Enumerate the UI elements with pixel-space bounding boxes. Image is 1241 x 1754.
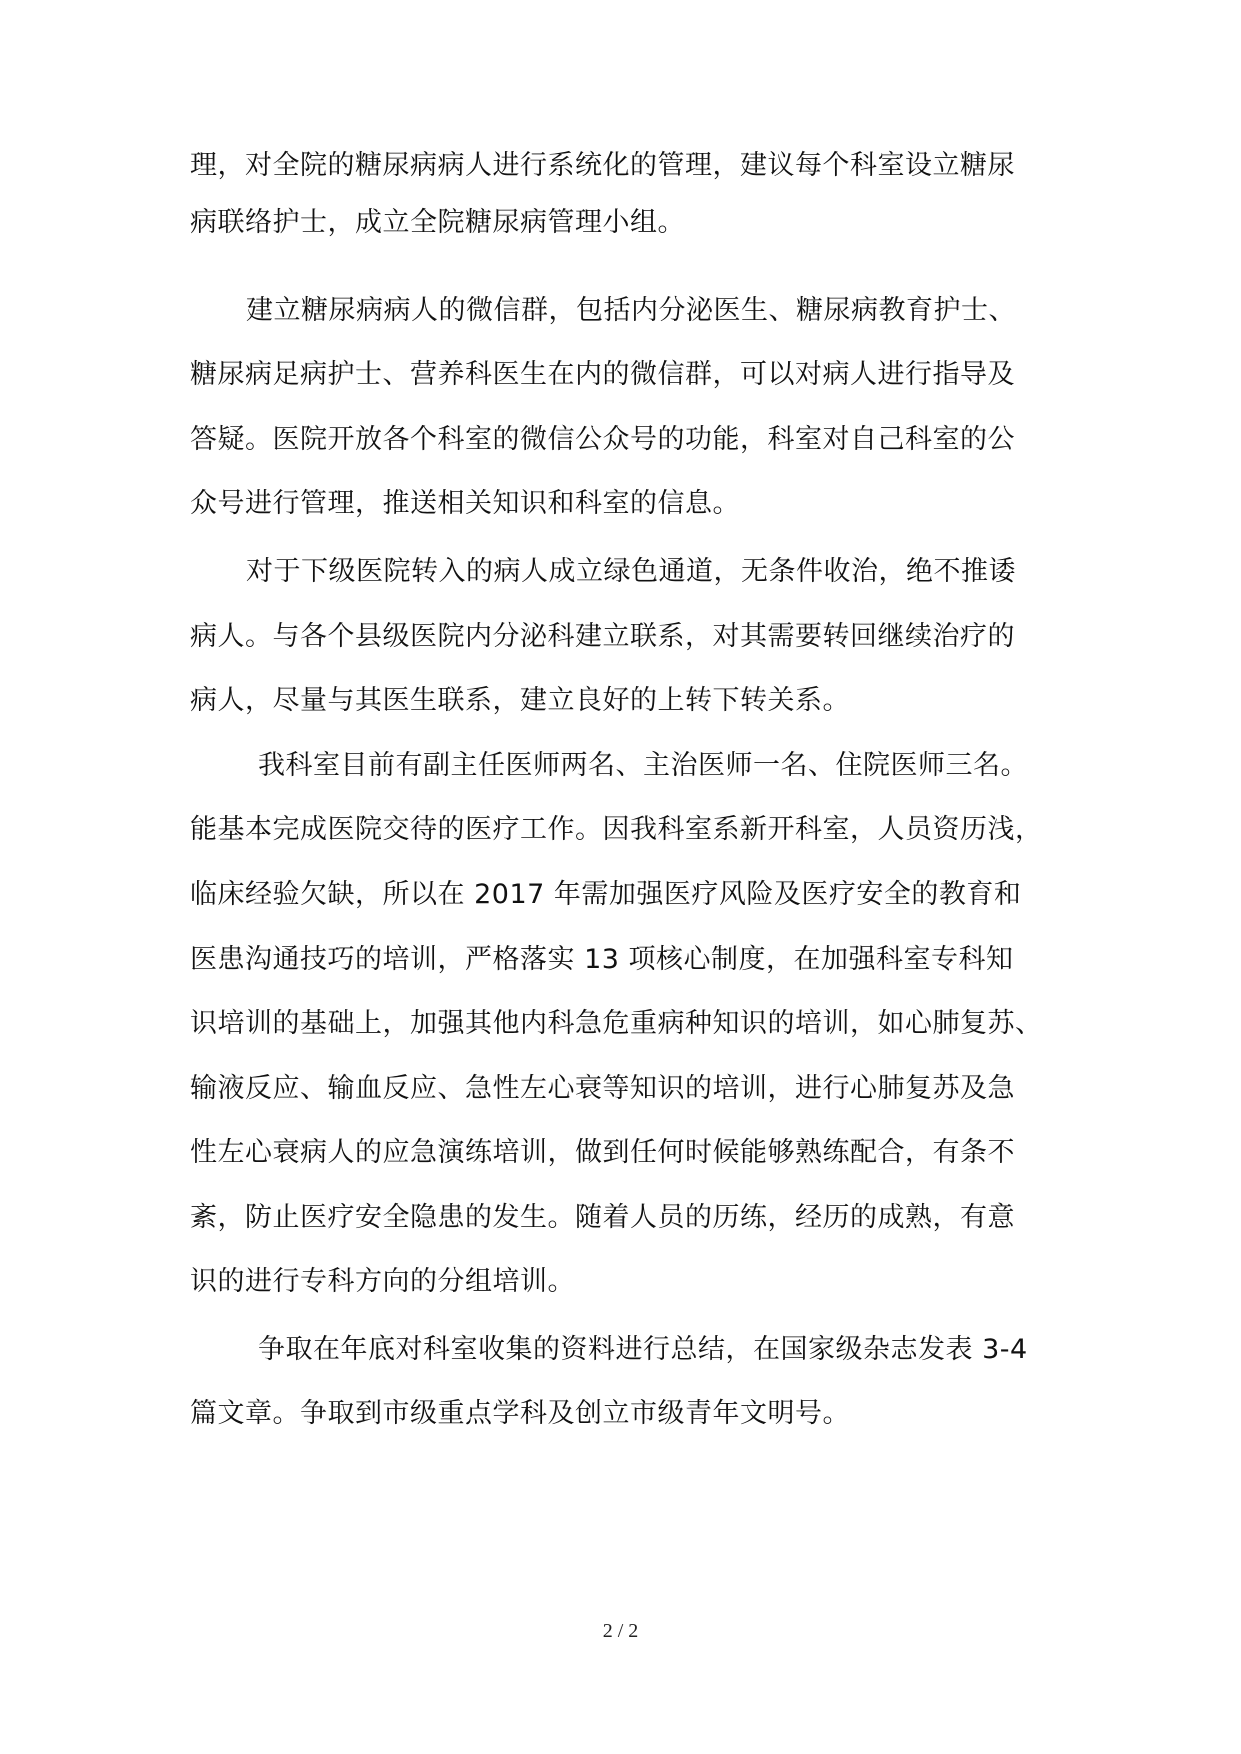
text-line: 病联络护士，成立全院糖尿病管理小组。 xyxy=(190,207,685,238)
text-line: 输液反应、输血反应、急性左心衰等知识的培训，进行心肺复苏及急 xyxy=(190,1073,1015,1104)
text-line: 医患沟通技巧的培训，严格落实 13 项核心制度，在加强科室专科知 xyxy=(190,944,1014,975)
text-line: 临床经验欠缺，所以在 2017 年需加强医疗风险及医疗安全的教育和 xyxy=(190,879,1022,910)
text-line: 答疑。医院开放各个科室的微信公众号的功能，科室对自己科室的公 xyxy=(190,424,1015,455)
text-line: 理，对全院的糖尿病病人进行系统化的管理，建议每个科室设立糖尿 xyxy=(190,150,1015,181)
text-line: 识的进行专科方向的分组培训。 xyxy=(190,1266,575,1297)
text-line: 能基本完成医院交待的医疗工作。因我科室系新开科室，人员资历浅， xyxy=(190,814,1043,845)
page-number: 2 / 2 xyxy=(602,1620,639,1642)
text-line: 紊，防止医疗安全隐患的发生。随着人员的历练，经历的成熟，有意 xyxy=(190,1202,1015,1233)
text-line: 建立糖尿病病人的微信群，包括内分泌医生、糖尿病教育护士、 xyxy=(246,295,1016,326)
text-line: 我科室目前有副主任医师两名、主治医师一名、住院医师三名。 xyxy=(258,750,1028,781)
text-line: 病人。与各个县级医院内分泌科建立联系，对其需要转回继续治疗的 xyxy=(190,621,1015,652)
text-line: 对于下级医院转入的病人成立绿色通道，无条件收治，绝不推诿 xyxy=(246,556,1016,587)
text-line: 糖尿病足病护士、营养科医生在内的微信群，可以对病人进行指导及 xyxy=(190,359,1015,390)
text-line: 篇文章。争取到市级重点学科及创立市级青年文明号。 xyxy=(190,1398,850,1429)
text-line: 性左心衰病人的应急演练培训，做到任何时候能够熟练配合，有条不 xyxy=(190,1137,1015,1168)
text-line: 争取在年底对科室收集的资料进行总结，在国家级杂志发表 3-4 xyxy=(258,1334,1028,1365)
text-line: 病人，尽量与其医生联系，建立良好的上转下转关系。 xyxy=(190,685,850,716)
text-line: 众号进行管理，推送相关知识和科室的信息。 xyxy=(190,488,740,519)
text-line: 识培训的基础上，加强其他内科急危重病种知识的培训，如心肺复苏、 xyxy=(190,1008,1043,1039)
